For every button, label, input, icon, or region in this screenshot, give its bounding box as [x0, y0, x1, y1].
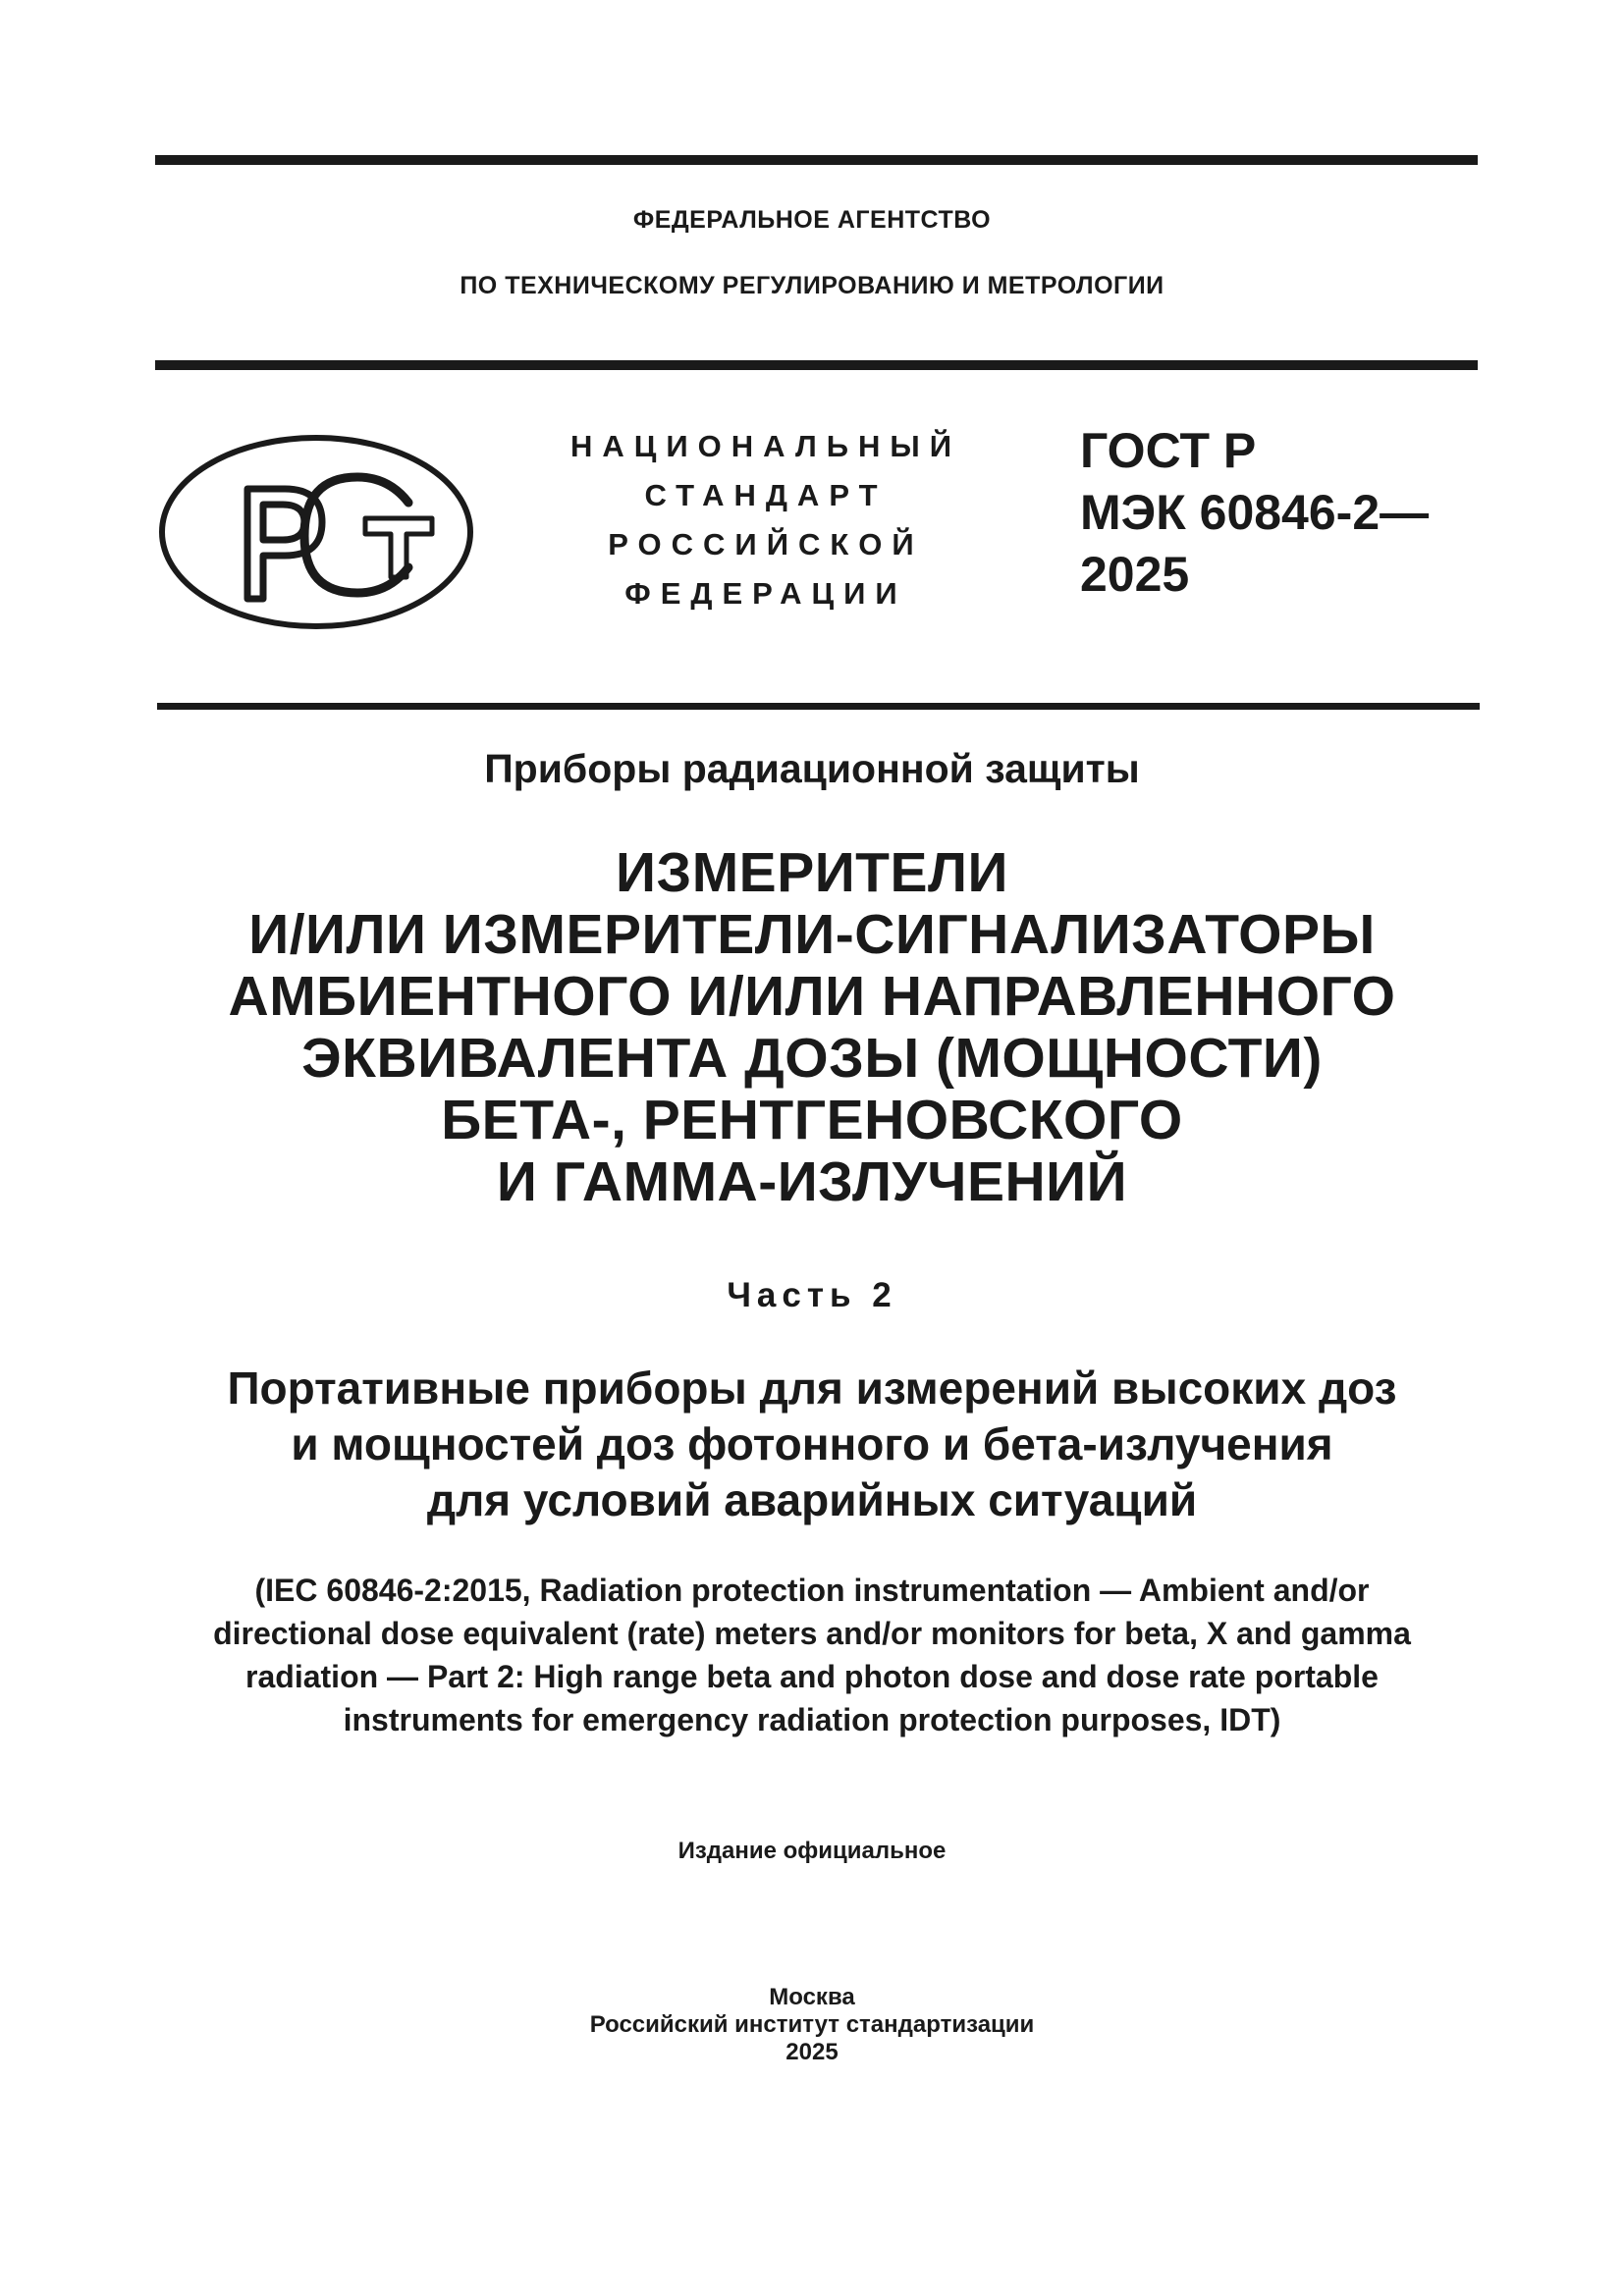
main-title-line: ИЗМЕРИТЕЛИ	[616, 841, 1008, 904]
iec-line: (IEC 60846-2:2015, Radiation protection instrumentation — Ambient and/or	[254, 1573, 1370, 1608]
national-standard-line: ФЕДЕРАЦИИ	[624, 576, 907, 611]
imprint-publisher: Российский институт стандартизации	[589, 2011, 1035, 2038]
rst-emblem-icon	[157, 432, 475, 632]
designation-line: МЭК 60846-2—	[1080, 485, 1430, 540]
main-title-line: АМБИЕНТНОГО И/ИЛИ НАПРАВЛЕННОГО	[228, 965, 1396, 1028]
iec-line: directional dose equivalent (rate) meters and/or monitors for beta, X and gamma	[213, 1616, 1411, 1651]
designation-line: 2025	[1080, 547, 1190, 602]
imprint-year: 2025	[785, 2039, 839, 2065]
part-subtitle	[0, 1361, 1624, 1528]
national-standard-line: СТАНДАРТ	[644, 478, 888, 512]
subtitle-line: Портативные приборы для измерений высоких доз	[227, 1362, 1397, 1414]
national-standard-line: РОССИЙСКОЙ	[608, 527, 924, 561]
iec-line: instruments for emergency radiation protection purposes, IDT)	[343, 1702, 1281, 1737]
standard-designation	[1080, 420, 1492, 606]
top-rule	[155, 155, 1478, 165]
national-standard-block	[550, 422, 982, 618]
header-rule	[155, 360, 1478, 370]
main-title-line: БЕТА-, РЕНТГЕНОВСКОГО	[441, 1089, 1183, 1151]
main-title-line: ЭКВИВАЛЕНТА ДОЗЫ (МОЩНОСТИ)	[301, 1027, 1323, 1090]
iec-reference	[0, 1569, 1624, 1741]
iec-line: radiation — Part 2: High range beta and photon dose and dose rate portable	[245, 1659, 1379, 1694]
agency-line-1: ФЕДЕРАЛЬНОЕ АГЕНТСТВО	[632, 206, 992, 234]
subject-title: Приборы радиационной защиты	[484, 746, 1140, 791]
imprint-city: Москва	[769, 1984, 855, 2010]
designation-line: ГОСТ Р	[1080, 423, 1257, 478]
subtitle-line: для условий аварийных ситуаций	[426, 1474, 1198, 1525]
edition-label: Издание официальное	[677, 1838, 947, 1864]
main-title	[0, 842, 1624, 1213]
imprint	[0, 1984, 1624, 2066]
subtitle-line: и мощностей доз фотонного и бета-излучения	[291, 1418, 1333, 1469]
part-number: Часть 2	[727, 1276, 897, 1314]
main-title-line: И ГАММА-ИЗЛУЧЕНИЙ	[496, 1150, 1128, 1213]
national-standard-line: НАЦИОНАЛЬНЫЙ	[569, 429, 962, 463]
designation-rule	[157, 703, 1480, 710]
main-title-line: И/ИЛИ ИЗМЕРИТЕЛИ-СИГНАЛИЗАТОРЫ	[248, 903, 1376, 966]
agency-line-2: ПО ТЕХНИЧЕСКОМУ РЕГУЛИРОВАНИЮ И МЕТРОЛОГИИ	[460, 272, 1164, 299]
